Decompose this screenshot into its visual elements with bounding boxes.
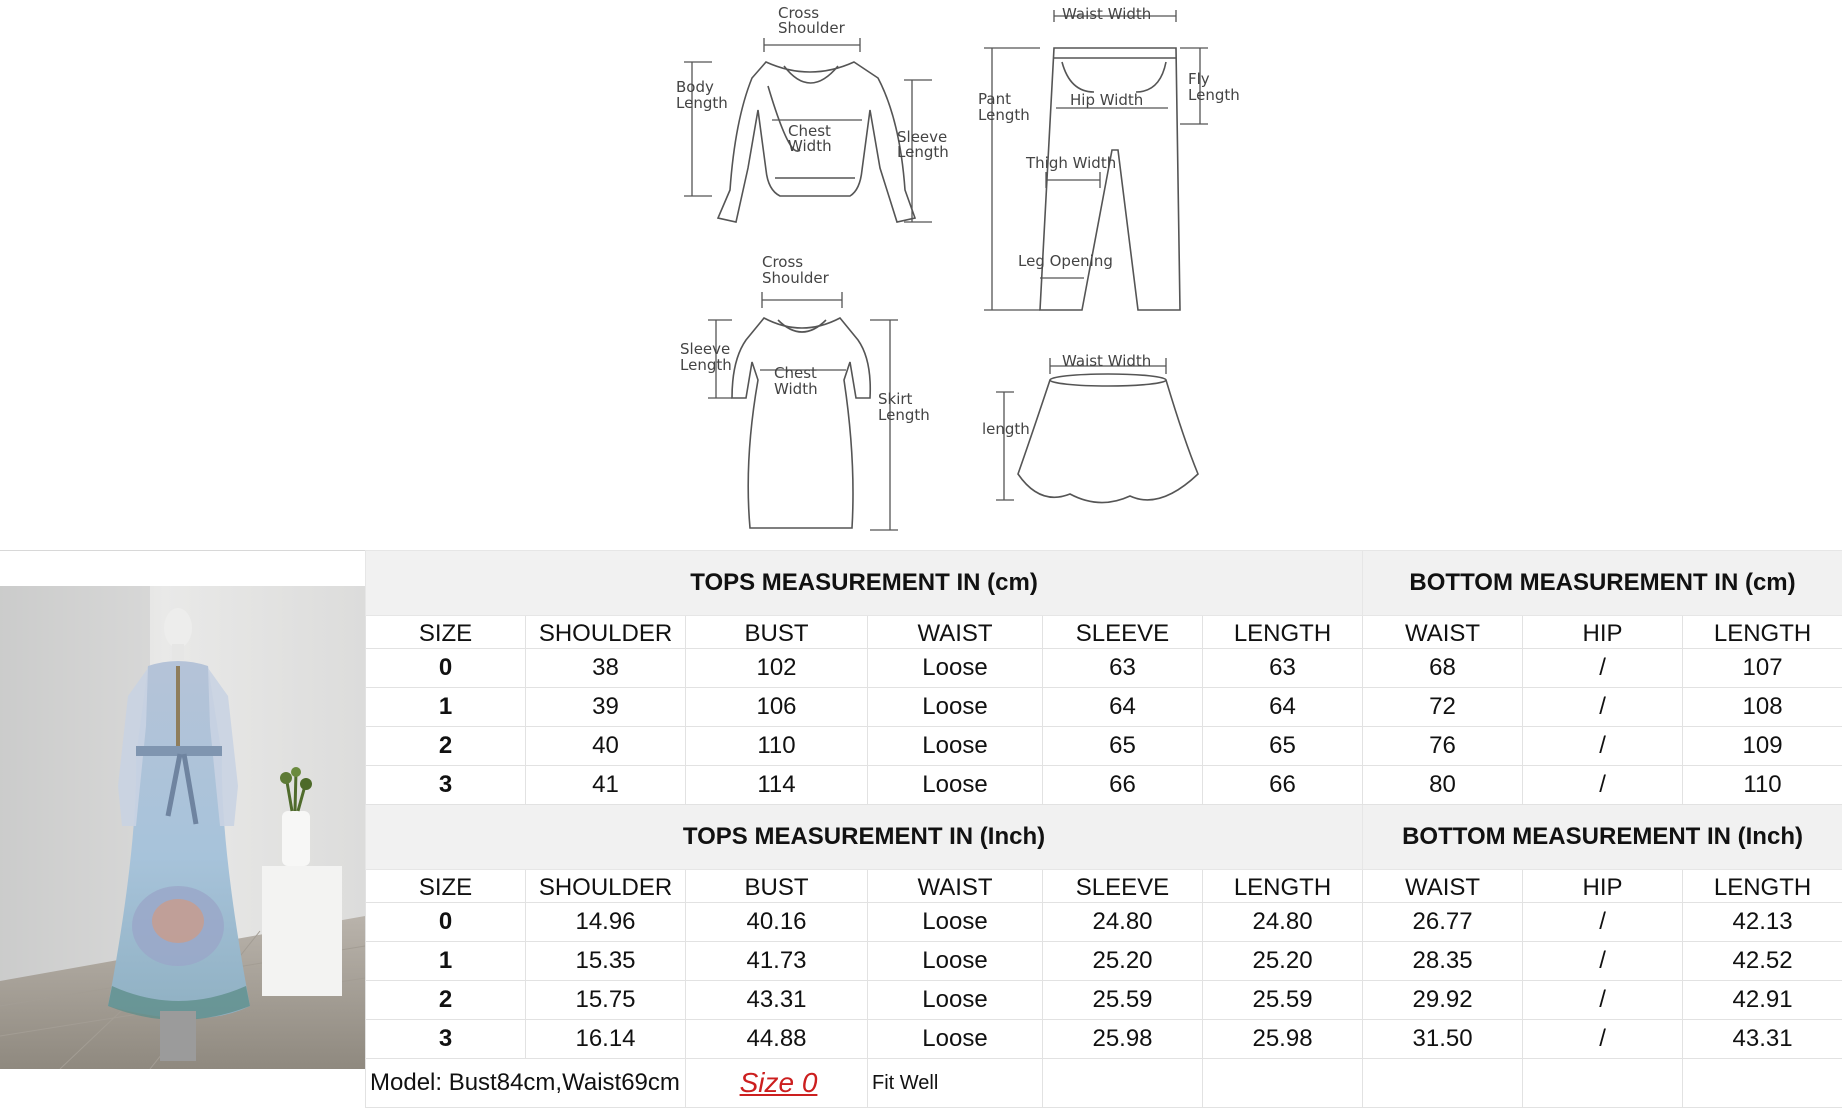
label-chest-width-2: Width [788, 137, 832, 155]
table-cell: Loose [868, 766, 1043, 805]
table-cell: 16.14 [526, 1020, 686, 1059]
section-header-cm [366, 551, 1842, 616]
table-row [366, 942, 1842, 981]
footer-row [366, 1059, 1842, 1108]
label-skirt-waist-width: Waist Width [1062, 352, 1151, 370]
table-cell: 41.73 [686, 942, 868, 981]
table-cell: / [1523, 903, 1683, 942]
table-cell: / [1523, 649, 1683, 688]
bottom-title-cm: BOTTOM MEASUREMENT IN (cm) [1363, 551, 1842, 616]
label-dress-chest-width-2: Width [774, 380, 818, 398]
column-header: BUST [686, 616, 868, 649]
table-cell: 63 [1043, 649, 1203, 688]
empty-cell [1523, 1059, 1683, 1108]
table-cell: 25.98 [1043, 1020, 1203, 1059]
table-cell: 109 [1683, 727, 1842, 766]
table-cell: / [1523, 1020, 1683, 1059]
column-header: SIZE [366, 616, 526, 649]
column-header: WAIST [1363, 870, 1523, 903]
table-cell: 15.35 [526, 942, 686, 981]
column-header: LENGTH [1203, 870, 1363, 903]
table-cell: Loose [868, 649, 1043, 688]
empty-cell [1043, 1059, 1203, 1108]
table-cell: 24.80 [1203, 903, 1363, 942]
label-body-length-1: Body [676, 78, 714, 96]
product-photo [0, 586, 365, 1069]
table-cell: 108 [1683, 688, 1842, 727]
table-cell: / [1523, 766, 1683, 805]
table-cell: 42.91 [1683, 981, 1842, 1020]
size-cell: 0 [366, 649, 526, 688]
table-cell: 38 [526, 649, 686, 688]
table-cell: 107 [1683, 649, 1842, 688]
size-diagram [0, 0, 1842, 551]
table-cell: Loose [868, 903, 1043, 942]
section-header-inch [366, 805, 1842, 870]
table-cell: 64 [1203, 688, 1363, 727]
table-cell: 114 [686, 766, 868, 805]
label-cross-shoulder-1: Cross [778, 4, 819, 22]
table-cell: Loose [868, 981, 1043, 1020]
tops-title-inch: TOPS MEASUREMENT IN (Inch) [366, 805, 1363, 870]
table-row [366, 688, 1842, 727]
label-sleeve-length-1: Sleeve [897, 128, 947, 146]
table-cell: 40 [526, 727, 686, 766]
table-cell: 28.35 [1363, 942, 1523, 981]
label-dress-cross-shoulder-2: Shoulder [762, 269, 830, 287]
column-header: HIP [1523, 870, 1683, 903]
model-size: Size 0 [686, 1059, 868, 1108]
label-waist-width: Waist Width [1062, 5, 1151, 23]
label-fly-length-2: Length [1188, 86, 1240, 104]
table-cell: 63 [1203, 649, 1363, 688]
table-row [366, 766, 1842, 805]
label-pant-length-1: Pant [978, 90, 1011, 108]
table-cell: 25.98 [1203, 1020, 1363, 1059]
table-cell: 14.96 [526, 903, 686, 942]
label-cross-shoulder-2: Shoulder [778, 19, 846, 37]
table-cell: 25.59 [1043, 981, 1203, 1020]
tops-title-cm: TOPS MEASUREMENT IN (cm) [366, 551, 1363, 616]
column-header: SHOULDER [526, 616, 686, 649]
table-cell: Loose [868, 1020, 1043, 1059]
table-cell: 25.20 [1203, 942, 1363, 981]
table-cell: 26.77 [1363, 903, 1523, 942]
table-cell: 41 [526, 766, 686, 805]
table-cell: 44.88 [686, 1020, 868, 1059]
table-cell: 76 [1363, 727, 1523, 766]
table-cell: 80 [1363, 766, 1523, 805]
table-cell: 110 [686, 727, 868, 766]
column-header: SHOULDER [526, 870, 686, 903]
column-header: WAIST [1363, 616, 1523, 649]
table-cell: 65 [1203, 727, 1363, 766]
size-cell: 1 [366, 688, 526, 727]
table-row [366, 981, 1842, 1020]
empty-cell [1683, 1059, 1842, 1108]
column-header: WAIST [868, 616, 1043, 649]
column-header: LENGTH [1683, 870, 1842, 903]
bottom-title-inch: BOTTOM MEASUREMENT IN (Inch) [1363, 805, 1842, 870]
size-chart-table [365, 550, 1842, 1108]
table-cell: 106 [686, 688, 868, 727]
size-cell: 2 [366, 727, 526, 766]
label-pant-length-2: Length [978, 106, 1030, 124]
model-measurements: Model: Bust84cm,Waist69cm [366, 1059, 686, 1108]
label-fly-length-1: Fly [1188, 70, 1210, 88]
table-cell: Loose [868, 688, 1043, 727]
label-leg-opening: Leg Opening [1018, 252, 1113, 270]
label-thigh-width: Thigh Width [1025, 154, 1116, 172]
table-row [366, 1020, 1842, 1059]
column-header: WAIST [868, 870, 1043, 903]
label-dress-cross-shoulder-1: Cross [762, 253, 803, 271]
table-cell: 29.92 [1363, 981, 1523, 1020]
table-cell: / [1523, 727, 1683, 766]
size-cell: 0 [366, 903, 526, 942]
top-sketch [676, 4, 949, 222]
column-header: SIZE [366, 870, 526, 903]
table-cell: 110 [1683, 766, 1842, 805]
table-row [366, 649, 1842, 688]
label-sleeve-length-2: Length [897, 143, 949, 161]
table-cell: 66 [1043, 766, 1203, 805]
table-cell: / [1523, 688, 1683, 727]
column-header: HIP [1523, 616, 1683, 649]
column-header-row [366, 870, 1842, 903]
table-cell: 65 [1043, 727, 1203, 766]
table-cell: / [1523, 981, 1683, 1020]
table-cell: 15.75 [526, 981, 686, 1020]
garment-sketches [0, 0, 1842, 550]
table-cell: 40.16 [686, 903, 868, 942]
table-cell: 72 [1363, 688, 1523, 727]
table-cell: 42.13 [1683, 903, 1842, 942]
empty-cell [1363, 1059, 1523, 1108]
table-cell: 43.31 [686, 981, 868, 1020]
label-skirt-length: length [982, 420, 1030, 438]
size-cell: 3 [366, 766, 526, 805]
size-cell: 3 [366, 1020, 526, 1059]
table-row [366, 727, 1842, 766]
table-cell: 66 [1203, 766, 1363, 805]
label-body-length-2: Length [676, 94, 728, 112]
label-dress-sleeve-length-2: Length [680, 356, 732, 374]
column-header-row [366, 616, 1842, 649]
table-cell: 42.52 [1683, 942, 1842, 981]
label-chest-width-1: Chest [788, 122, 831, 140]
table-cell: 102 [686, 649, 868, 688]
fit-note: Fit Well [868, 1059, 1043, 1108]
column-header: BUST [686, 870, 868, 903]
table-cell: 43.31 [1683, 1020, 1842, 1059]
table-row [366, 903, 1842, 942]
size-cell: 2 [366, 981, 526, 1020]
table-cell: 64 [1043, 688, 1203, 727]
table-cell: / [1523, 942, 1683, 981]
table-cell: Loose [868, 942, 1043, 981]
table-cell: 31.50 [1363, 1020, 1523, 1059]
column-header: LENGTH [1203, 616, 1363, 649]
label-hip-width: Hip Width [1070, 91, 1143, 109]
pants-sketch [978, 5, 1240, 310]
label-skirt-length-2: Length [878, 406, 930, 424]
column-header: SLEEVE [1043, 616, 1203, 649]
table-cell: 25.20 [1043, 942, 1203, 981]
label-dress-chest-width-1: Chest [774, 364, 817, 382]
label-dress-sleeve-length-1: Sleeve [680, 340, 730, 358]
table-cell: 24.80 [1043, 903, 1203, 942]
column-header: SLEEVE [1043, 870, 1203, 903]
dress-sketch [680, 253, 930, 530]
column-header: LENGTH [1683, 616, 1842, 649]
skirt-sketch [982, 352, 1198, 503]
table-cell: 68 [1363, 649, 1523, 688]
table-cell: 39 [526, 688, 686, 727]
table-cell: Loose [868, 727, 1043, 766]
table-cell: 25.59 [1203, 981, 1363, 1020]
empty-cell [1203, 1059, 1363, 1108]
label-skirt-length-1: Skirt [878, 390, 913, 408]
size-cell: 1 [366, 942, 526, 981]
